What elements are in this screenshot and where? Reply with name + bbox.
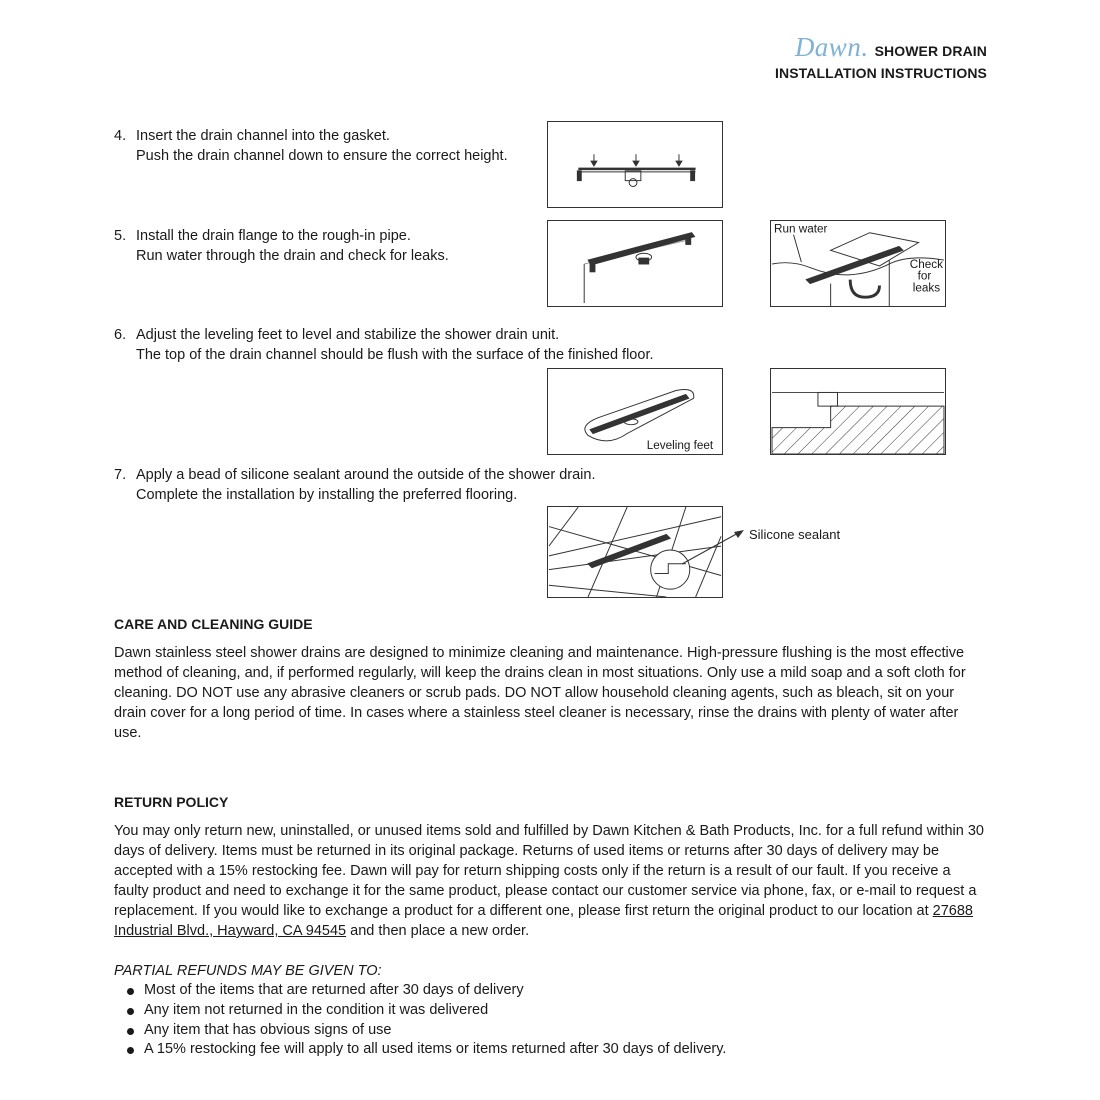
list-item: Any item not returned in the condition it was delivered xyxy=(114,1001,989,1021)
partial-refunds-heading: PARTIAL REFUNDS MAY BE GIVEN TO: xyxy=(114,963,382,979)
list-item: Most of the items that are returned after 30 days of delivery xyxy=(114,981,989,1001)
return-address-link[interactable]: 27688 Industrial Blvd., Hayward, CA 94545 xyxy=(114,903,973,939)
step-line-2: Push the drain channel down to ensure the correct height. xyxy=(136,148,508,164)
step-line-1: Adjust the leveling feet to level and stabilize the shower drain unit. xyxy=(136,327,560,343)
step-6 xyxy=(114,325,654,365)
step-line-1: Apply a bead of silicone sealant around the outside of the shower drain. xyxy=(136,467,596,483)
flush-floor-illustration xyxy=(771,369,945,454)
partial-refunds-list xyxy=(114,981,989,1060)
return-heading: RETURN POLICY xyxy=(114,794,229,810)
step-number: 7. xyxy=(114,467,127,483)
care-heading: CARE AND CLEANING GUIDE xyxy=(114,616,313,632)
figure-leveling-feet xyxy=(547,368,723,455)
care-body: Dawn stainless steel shower drains are designed to minimize cleaning and maintenance. High-pressure flushing is the most effective method of cleaning, and, if performed regularly, will keep the drains clean in most situations. Only use a mild soap and a soft cloth for cleaning. DO NOT use any abrasive cleaners or scrub pads. DO NOT allow household cleaning agents, such as bleach, sit on your drain cover for a long period of time. In cases where a stainless steel cleaner is necessary, rinse the drains with plenty of water after use. xyxy=(114,645,966,741)
flange-illustration xyxy=(548,221,722,306)
step-7 xyxy=(114,465,595,505)
leveling-feet-label: Leveling feet xyxy=(646,439,714,453)
step-5 xyxy=(114,226,449,266)
list-item: Any item that has obvious signs of use xyxy=(114,1021,989,1041)
silicone-pointer-arrow xyxy=(680,526,750,566)
step-line-1: Insert the drain channel into the gasket. xyxy=(136,128,390,144)
step-line-2: Complete the installation by installing the preferred flooring. xyxy=(136,487,518,503)
header-line-1 xyxy=(775,32,987,63)
figure-insert-channel xyxy=(547,121,723,208)
dawn-logo: Dawn. xyxy=(794,32,869,62)
channel-gasket-illustration xyxy=(548,122,722,207)
step-number: 4. xyxy=(114,128,127,144)
step-number: 6. xyxy=(114,327,127,343)
figure-install-flange xyxy=(547,220,723,307)
step-number: 5. xyxy=(114,228,127,244)
header-title-line-1: SHOWER DRAIN xyxy=(874,43,987,59)
check-label: Check xyxy=(909,257,944,271)
step-line-1: Install the drain flange to the rough-in pipe. xyxy=(136,228,411,244)
step-4 xyxy=(114,126,508,166)
return-body xyxy=(114,821,989,941)
figure-flush-floor xyxy=(770,368,946,455)
step-line-2: Run water through the drain and check for leaks. xyxy=(136,248,449,264)
step-line-2: The top of the drain channel should be flush with the surface of the finished floor. xyxy=(136,347,654,363)
silicone-sealant-label: Silicone sealant xyxy=(749,527,841,542)
list-item: A 15% restocking fee will apply to all used items or items returned after 30 days of delivery. xyxy=(114,1040,989,1060)
document-header xyxy=(775,32,987,83)
return-body-text: You may only return new, uninstalled, or unused items sold and fulfilled by Dawn Kitchen & Bath Products, Inc. for a full refund within 30 days of delivery. Items must be returned in its original package. Returns of used items or returns after 30 days of delivery may be accepted with a 15% restocking fee. Dawn will pay for return shipping costs only if the return is a result of our fault. If you receive a faulty product and need to exchange it for the same product, please contact our customer service via phone, fax, or e-mail to request a replacement. If you would like to exchange a product for a different one, please first return the original product to our location at xyxy=(114,823,984,919)
figure-run-water xyxy=(770,220,946,307)
run-water-illustration xyxy=(771,221,945,306)
run-water-label: Run water xyxy=(773,222,828,236)
return-body-text-end: and then place a new order. xyxy=(350,923,530,939)
header-title-line-2: INSTALLATION INSTRUCTIONS xyxy=(775,65,987,81)
leaks-label: leaks xyxy=(912,281,941,295)
for-label: for xyxy=(917,269,932,283)
leveling-feet-illustration xyxy=(548,369,722,454)
